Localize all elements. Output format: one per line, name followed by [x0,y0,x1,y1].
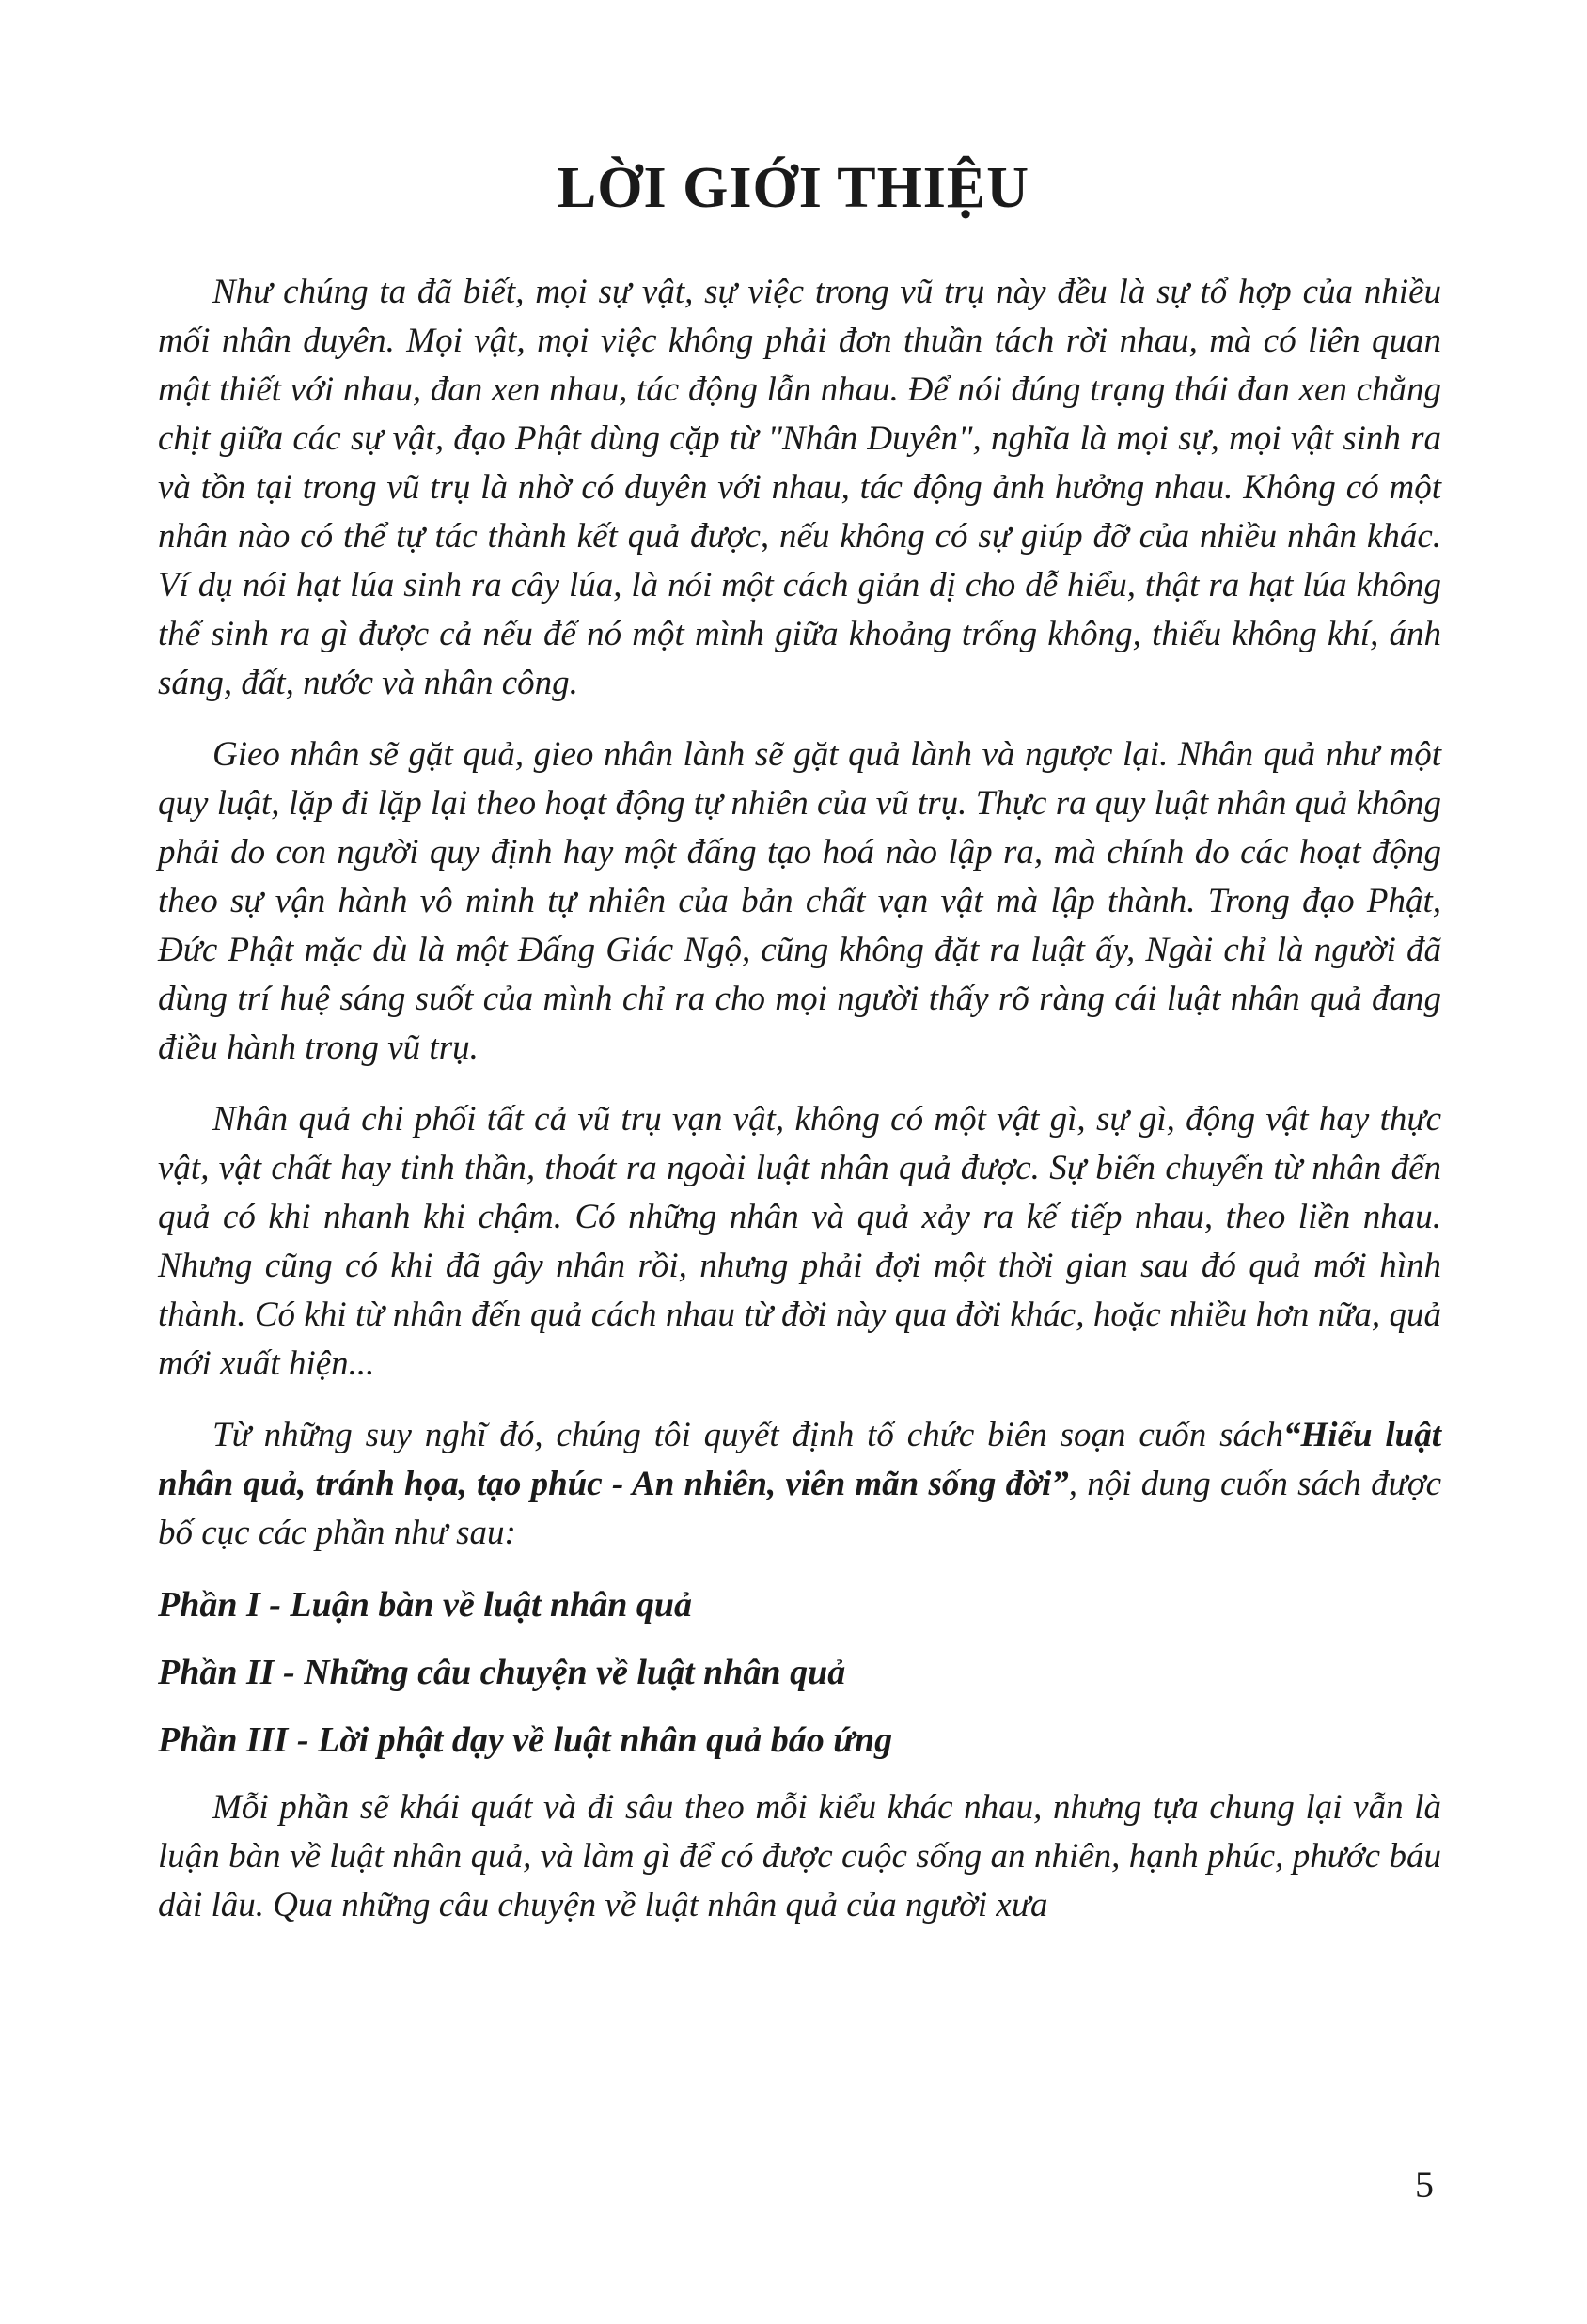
page-body [158,268,1441,1953]
paragraph-2: Gieo nhân sẽ gặt quả, gieo nhân lành sẽ gặt quả lành và ngược lại. Nhân quả như một quy luật, lặp đi lặp lại theo hoạt động tự nhiên của vũ trụ. Thực ra quy luật nhân quả không phải do con người quy định hay một đấng tạo hoá nào lập ra, mà chính do các hoạt động theo sự vận hành vô minh tự nhiên của bản chất vạn vật mà lập thành. Trong đạo Phật, Đức Phật mặc dù là một Đấng Giác Ngộ, cũng không đặt ra luật ấy, Ngài chỉ là người đã dùng trí huệ sáng suốt của mình chỉ ra cho mọi người thấy rõ ràng cái luật nhân quả đang điều hành trong vũ trụ. [158,735,1441,1067]
paragraph-3: Nhân quả chi phối tất cả vũ trụ vạn vật, không có một vật gì, sự gì, động vật hay thực vật, vật chất hay tinh thần, thoát ra ngoài luật nhân quả được. Sự biến chuyển từ nhân đến quả có khi nhanh khi chậm. Có những nhân và quả xảy ra kế tiếp nhau, theo liền nhau. Nhưng cũng có khi đã gây nhân rồi, nhưng phải đợi một thời gian sau đó quả mới hình thành. Có khi từ nhân đến quả cách nhau từ đời này qua đời khác, hoặc nhiều hơn nữa, quả mới xuất hiện... [158,1100,1441,1383]
paragraph-5: Mỗi phần sẽ khái quát và đi sâu theo mỗi kiểu khác nhau, nhưng tựa chung lại vẫn là luận bàn về luật nhân quả, và làm gì để có được cuộc sống an nhiên, hạnh phúc, phước báu dài lâu. Qua những câu chuyện về luật nhân quả của người xưa [158,1788,1441,1924]
page-title: LỜI GIỚI THIỆU [557,156,1030,220]
book-title: “Hiểu luật nhân quả, tránh họa, tạo phúc - An nhiên, viên mãn sống đời” [158,1416,1441,1503]
part-2-heading: Phần II - Những câu chuyện về luật nhân quả [158,1653,846,1692]
paragraph-4-intro: Từ những suy nghĩ đó, chúng tôi quyết định tổ chức biên soạn cuốn sách [212,1416,1283,1454]
part-1-heading: Phần I - Luận bàn về luật nhân quả [158,1585,693,1625]
paragraph-4-outro: , nội dung cuốn sách được bố cục các phần như sau: [158,1465,1442,1552]
part-3-heading: Phần III - Lời phật dạy về luật nhân quả báo ứng [158,1720,893,1760]
paragraph-4 [158,1411,1441,1558]
page-number: 5 [1415,2163,1434,2206]
paragraph-1: Như chúng ta đã biết, mọi sự vật, sự việc trong vũ trụ này đều là sự tổ hợp của nhiều mối nhân duyên. Mọi vật, mọi việc không phải đơn thuần tách rời nhau, mà có liên quan mật thiết với nhau, đan xen nhau, tác động lẫn nhau. Để nói đúng trạng thái đan xen chằng chịt giữa các sự vật, đạo Phật dùng cặp từ "Nhân Duyên", nghĩa là mọi sự, mọi vật sinh ra và tồn tại trong vũ trụ là nhờ có duyên với nhau, tác động ảnh hưởng nhau. Không có một nhân nào có thể tự tác thành kết quả được, nếu không có sự giúp đỡ của nhiều nhân khác. Ví dụ nói hạt lúa sinh ra cây lúa, là nói một cách giản dị cho dễ hiểu, thật ra hạt lúa không thể sinh ra gì được cả nếu để nó một mình giữa khoảng trống không, thiếu không khí, ánh sáng, đất, nước và nhân công. [158,273,1441,702]
